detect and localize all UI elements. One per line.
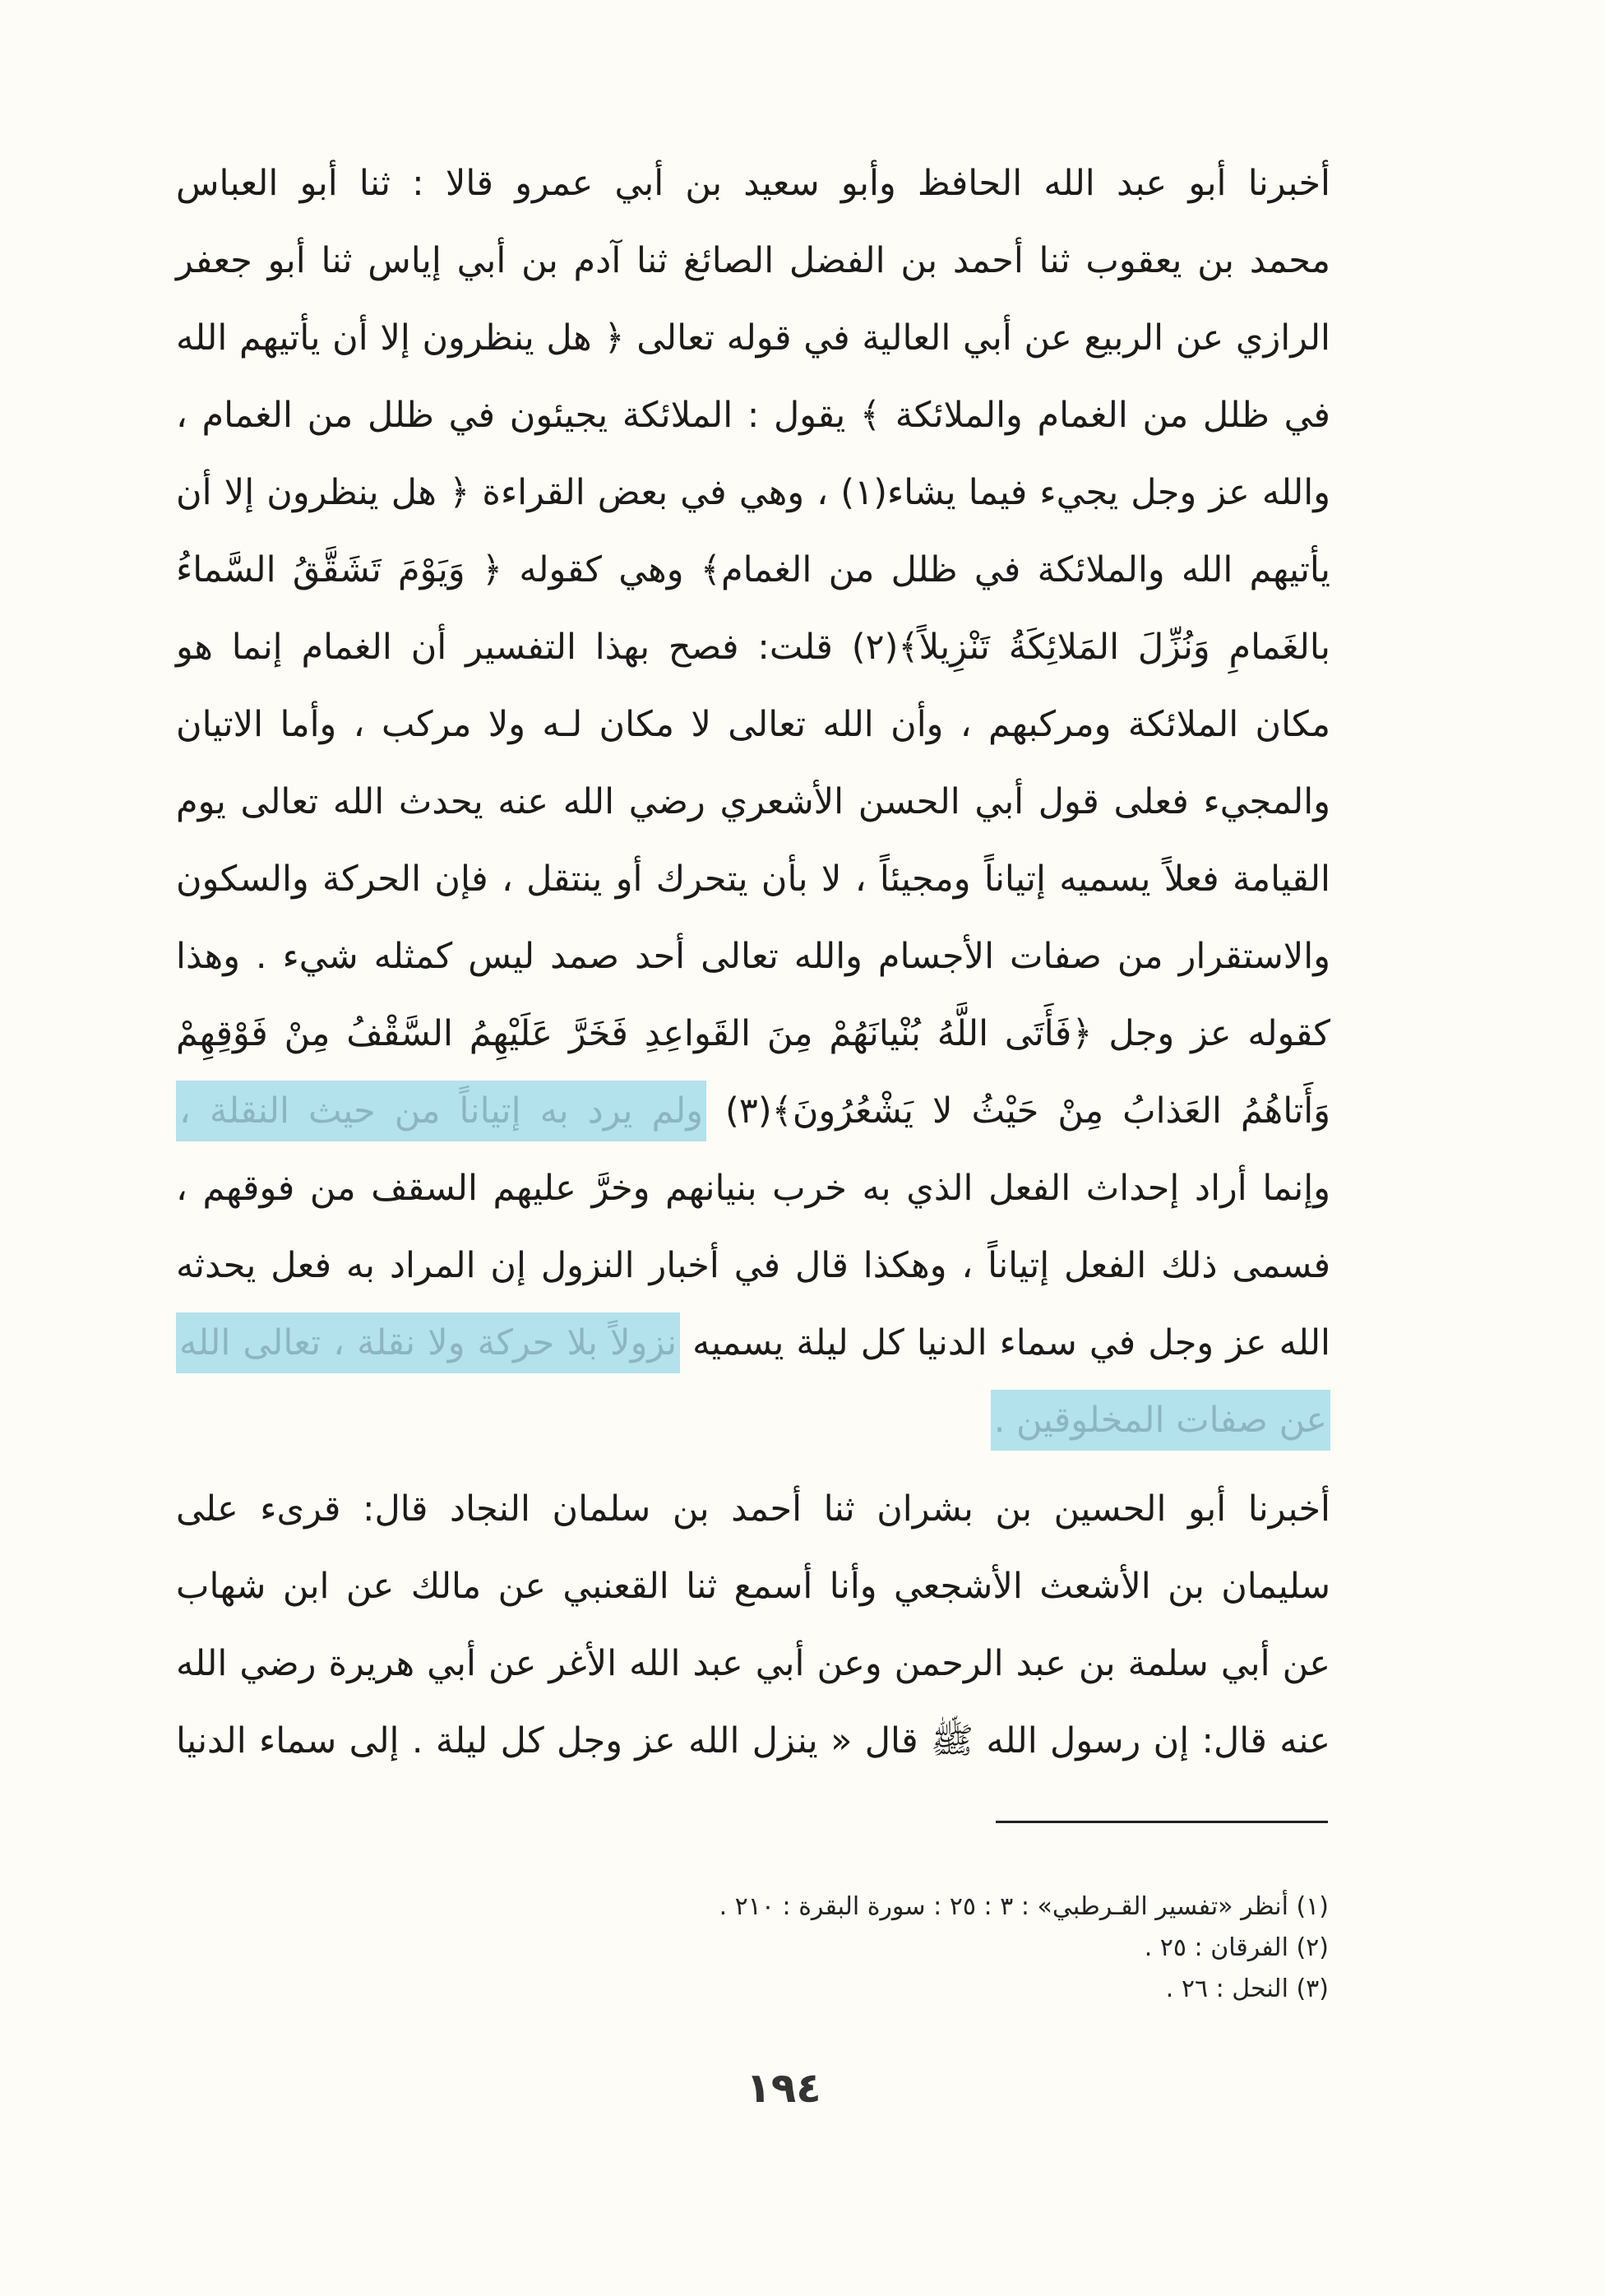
text-line [176, 840, 1330, 918]
text-line [176, 609, 1330, 686]
line-text: كقوله عز وجل ﴿فَأَتَى اللَّهُ بُنْيانَهُمْ مِنَ القَواعِدِ فَخَرَّ عَلَيْهِمُ السَّقْفُ مِنْ فَوْقِهِمْ [176, 1013, 1330, 1054]
text-line [176, 1470, 1330, 1548]
line-text: وإنما أراد إحداث الفعل الذي به خرب بنيانهم وخرَّ عليهم السقف من فوقهم ، [176, 1168, 1330, 1209]
footnote-1: (١) أنظر «تفسير القـرطبي» : ٣ : ٢٥ : سورة البقرة : ٢١٠ . [719, 1892, 1329, 1921]
text-line [176, 1227, 1330, 1304]
highlighted-text: نزولاً بلا حركة ولا نقلة ، تعالى الله [176, 1312, 680, 1373]
line-text: أخبرنا أبو عبد الله الحافظ وأبو سعيد بن أبي عمرو قالا : ثنا أبو العباس [176, 163, 1330, 204]
line-text: يأتيهم الله والملائكة في ظلل من الغمام﴾ وهي كقوله ﴿ وَيَوْمَ تَشَقَّقُ السَّماءُ [176, 549, 1330, 590]
footnote-3: (٣) النحل : ٢٦ . [1165, 1974, 1329, 2003]
text-line [176, 145, 1330, 222]
highlighted-text: ولم يرد به إتياناً من حيث النقلة ، [176, 1081, 706, 1141]
text-line [176, 377, 1330, 454]
paragraph-2 [176, 1470, 1330, 1780]
line-text: مكان الملائكة ومركبهم ، وأن الله تعالى لا مكان لـه ولا مركب ، وأما الاتيان [176, 704, 1330, 745]
page-number: ١٩٤ [746, 2064, 821, 2112]
line-text: أخبرنا أبو الحسين بن بشران ثنا أحمد بن سلمان النجاد قال: قرىء على [176, 1488, 1330, 1530]
text-line [176, 1548, 1330, 1625]
text-line [176, 1304, 1330, 1382]
line-text: الرازي عن الربيع عن أبي العالية في قوله تعالى ﴿ هل ينظرون إلا أن يأتيهم الله [176, 317, 1330, 359]
line-text: الله عز وجل في سماء الدنيا كل ليلة يسميه [680, 1322, 1330, 1363]
text-line [176, 995, 1330, 1072]
highlighted-text: عن صفات المخلوقين . [991, 1390, 1330, 1451]
text-line [176, 222, 1330, 299]
line-text: عنه قال: إن رسول الله ﷺ قال « ينزل الله عز وجل كل ليلة . إلى سماء الدنيا [176, 1720, 1330, 1761]
line-text: والمجيء فعلى قول أبي الحسن الأشعري رضي الله عنه يحدث الله تعالى يوم [176, 781, 1330, 822]
text-line [176, 763, 1330, 840]
text-line [176, 1150, 1330, 1227]
line-text: والاستقرار من صفات الأجسام والله تعالى أحد صمد ليس كمثله شيء . وهذا [176, 936, 1330, 977]
line-text: وَأَتاهُمُ العَذابُ مِنْ حَيْثُ لا يَشْعُرُونَ﴾(٣) [705, 1090, 1330, 1132]
text-line [176, 299, 1330, 377]
footnote-2: (٢) الفرقان : ٢٥ . [1144, 1933, 1329, 1962]
line-text: فسمى ذلك الفعل إتياناً ، وهكذا قال في أخبار النزول إن المراد به فعل يحدثه [176, 1245, 1330, 1286]
footnotes [719, 1886, 1329, 2010]
text-line [176, 1072, 1330, 1150]
text-line [176, 531, 1330, 609]
line-text: عن أبي سلمة بن عبد الرحمن وعن أبي عبد الله الأغر عن أبي هريرة رضي الله [176, 1643, 1330, 1684]
text-line [176, 1382, 1330, 1459]
paragraph-1 [176, 145, 1330, 1459]
text-line [176, 1702, 1330, 1780]
text-line [176, 1625, 1330, 1702]
text-line [176, 454, 1330, 531]
line-text: القيامة فعلاً يسميه إتياناً ومجيئاً ، لا بأن يتحرك أو ينتقل ، فإن الحركة والسكون [176, 859, 1330, 900]
line-text: والله عز وجل يجيء فيما يشاء(١) ، وهي في بعض القراءة ﴿ هل ينظرون إلا أن [176, 472, 1330, 513]
line-text: سليمان بن الأشعث الأشجعي وأنا أسمع ثنا القعنبي عن مالك عن ابن شهاب [176, 1566, 1330, 1607]
line-text: بالغَمامِ وَنُزِّلَ المَلائِكَةُ تَنْزِيلاً﴾(٢) قلت: فصح بهذا التفسير أن الغمام إنما هو [176, 627, 1330, 668]
text-line [176, 918, 1330, 995]
line-text: في ظلل من الغمام والملائكة ﴾ يقول : الملائكة يجيئون في ظلل من الغمام ، [176, 395, 1330, 436]
footnote-divider [996, 1821, 1328, 1823]
line-text: محمد بن يعقوب ثنا أحمد بن الفضل الصائغ ثنا آدم بن أبي إياس ثنا أبو جعفر [176, 240, 1330, 281]
text-line [176, 686, 1330, 763]
